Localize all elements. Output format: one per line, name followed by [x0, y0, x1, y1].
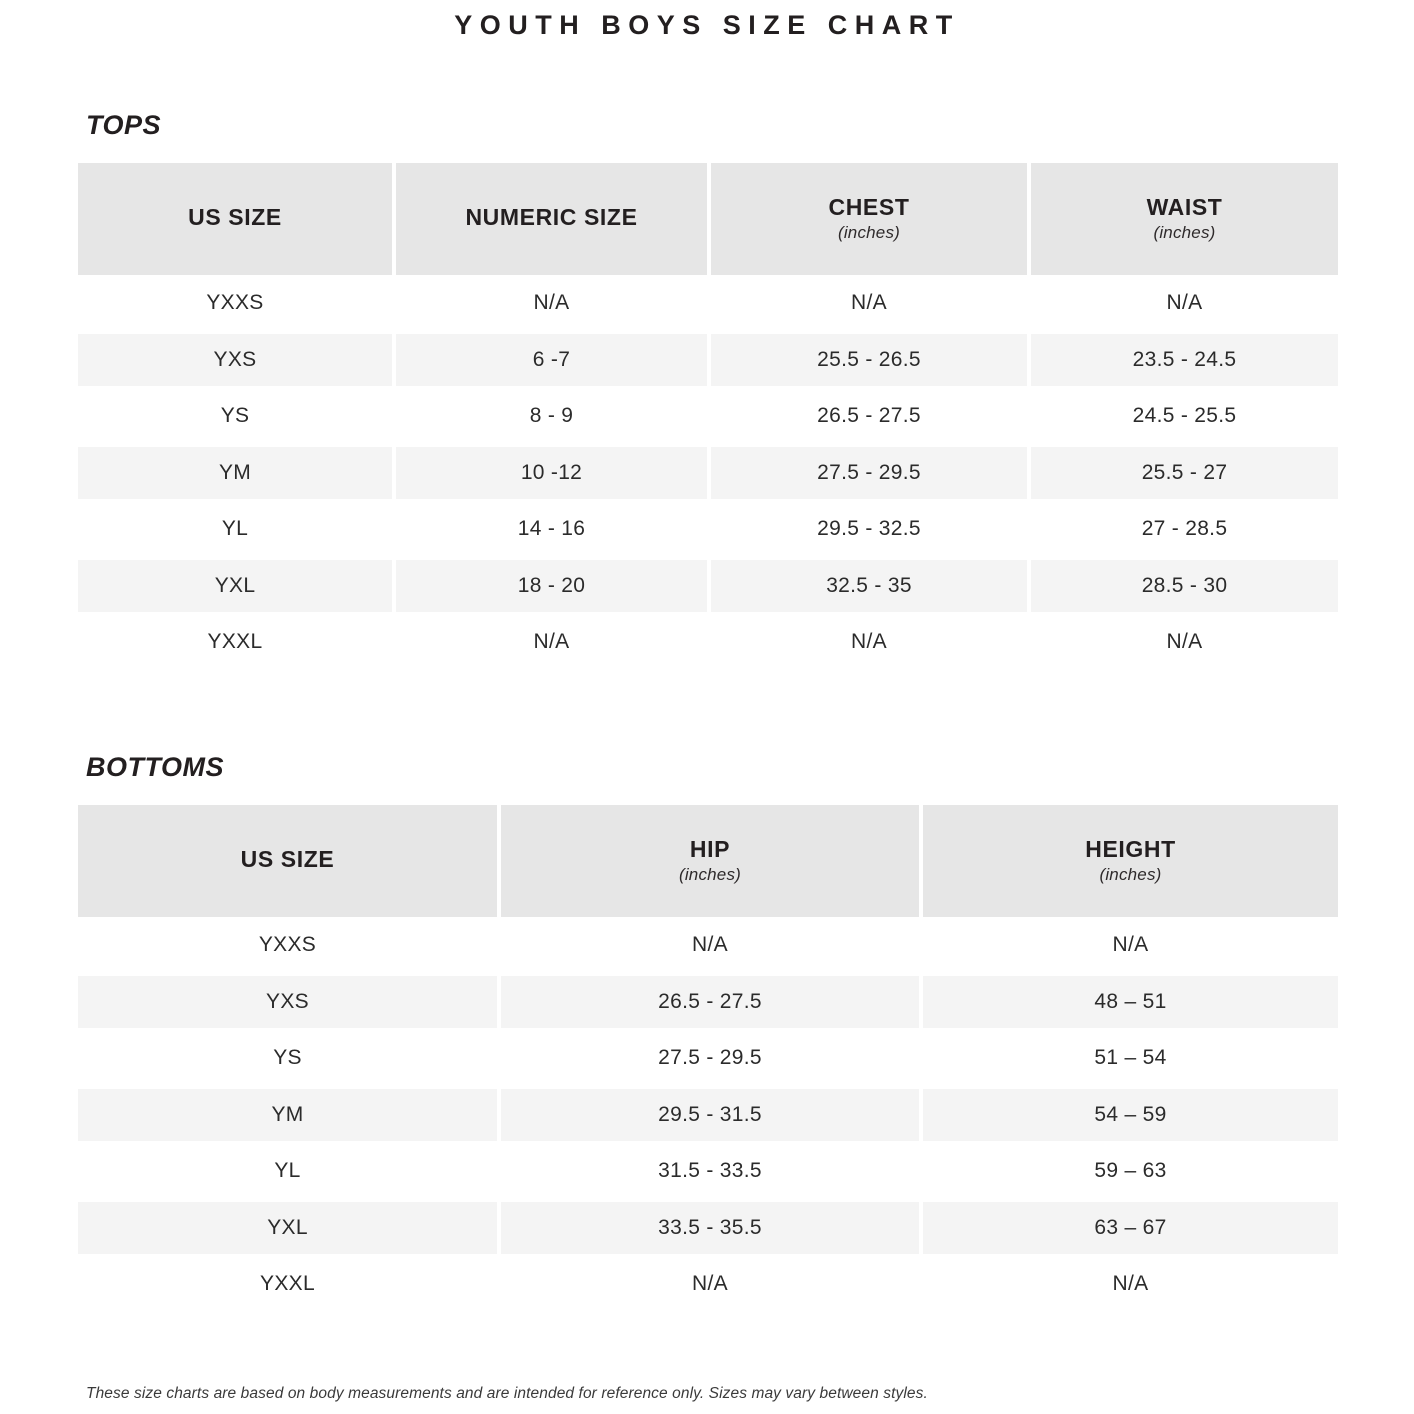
cell-hip: 31.5 - 33.5 [658, 1159, 762, 1182]
disclaimer-footnote: These size charts are based on body measurements and are intended for reference only. Sizes may vary between styles. [86, 1385, 928, 1402]
table-header-row [78, 163, 1338, 275]
cell-numeric-size: 6 -7 [396, 334, 707, 386]
cell-height: 54 – 59 [923, 1089, 1338, 1141]
cell-us-size: YM [78, 1089, 497, 1141]
cell-numeric-size: N/A [533, 291, 570, 314]
table-row [78, 275, 1338, 332]
cell-waist: 27 - 28.5 [1141, 517, 1228, 540]
cell-us-size: YL [274, 1159, 301, 1182]
column-header-unit: (inches) [1153, 222, 1216, 242]
cell-chest: 32.5 - 35 [711, 560, 1027, 612]
cell-height: 63 – 67 [923, 1202, 1338, 1254]
section-heading-tops: TOPS [86, 110, 162, 140]
cell-waist: 25.5 - 27 [1031, 447, 1338, 499]
column-header-label: US SIZE [188, 204, 282, 231]
cell-chest: N/A [851, 630, 887, 653]
cell-height: 48 – 51 [923, 976, 1338, 1028]
cell-us-size: YXL [78, 1202, 497, 1254]
column-header-waist [1031, 163, 1338, 275]
column-header-height [923, 805, 1338, 917]
column-header-unit: (inches) [837, 222, 901, 242]
cell-numeric-size: N/A [533, 630, 570, 653]
cell-us-size: YM [78, 447, 392, 499]
cell-chest: 26.5 - 27.5 [817, 404, 921, 427]
column-header-label: HEIGHT [1085, 836, 1176, 863]
table-row [78, 445, 1338, 502]
cell-waist: 23.5 - 24.5 [1031, 334, 1338, 386]
cell-height: 59 – 63 [1094, 1159, 1167, 1182]
table-row [78, 501, 1338, 558]
cell-waist: N/A [1166, 291, 1203, 314]
table-row [78, 1256, 1338, 1313]
cell-height: 51 – 54 [1094, 1046, 1167, 1069]
cell-hip: 26.5 - 27.5 [501, 976, 919, 1028]
column-header-label: CHEST [828, 194, 910, 221]
column-header-hip [501, 805, 919, 917]
cell-height: N/A [1112, 1272, 1149, 1295]
cell-us-size: YXL [78, 560, 392, 612]
cell-us-size: YS [220, 404, 250, 427]
table-header-row [78, 805, 1338, 917]
table-row [78, 1030, 1338, 1087]
cell-us-size: YL [221, 517, 249, 540]
column-header-unit: (inches) [1099, 864, 1162, 884]
bottoms-size-table [78, 805, 1338, 1313]
column-header-numeric-size [396, 163, 707, 275]
table-row [78, 1143, 1338, 1200]
column-header-label: HIP [689, 836, 731, 863]
page-title: YOUTH BOYS SIZE CHART [454, 10, 960, 40]
column-header-label: US SIZE [240, 846, 335, 873]
cell-hip: 29.5 - 31.5 [501, 1089, 919, 1141]
cell-chest: 25.5 - 26.5 [711, 334, 1027, 386]
column-header-label: WAIST [1146, 194, 1223, 221]
cell-numeric-size: 18 - 20 [396, 560, 707, 612]
cell-numeric-size: 8 - 9 [529, 404, 574, 427]
cell-us-size: YXXS [258, 933, 317, 956]
table-row [78, 614, 1338, 671]
cell-hip: N/A [692, 933, 728, 956]
cell-numeric-size: 14 - 16 [517, 517, 586, 540]
column-header-unit: (inches) [678, 864, 742, 884]
column-header-chest [711, 163, 1027, 275]
cell-us-size: YS [273, 1046, 302, 1069]
cell-us-size: YXS [78, 334, 392, 386]
cell-us-size: YXXL [207, 630, 263, 653]
cell-waist: 28.5 - 30 [1031, 560, 1338, 612]
cell-hip: N/A [692, 1272, 728, 1295]
cell-height: N/A [1112, 933, 1149, 956]
table-row [78, 974, 1338, 1031]
cell-chest: 27.5 - 29.5 [711, 447, 1027, 499]
table-row [78, 917, 1338, 974]
tops-size-table [78, 163, 1338, 671]
cell-us-size: YXXS [206, 291, 264, 314]
column-header-label: NUMERIC SIZE [465, 204, 638, 231]
table-row [78, 388, 1338, 445]
cell-us-size: YXXL [260, 1272, 315, 1295]
cell-hip: 27.5 - 29.5 [658, 1046, 762, 1069]
cell-chest: N/A [851, 291, 887, 314]
column-header-us-size [78, 163, 392, 275]
table-row [78, 1200, 1338, 1257]
cell-waist: N/A [1166, 630, 1203, 653]
cell-waist: 24.5 - 25.5 [1132, 404, 1237, 427]
section-heading-bottoms: BOTTOMS [86, 752, 224, 782]
column-header-us-size [78, 805, 497, 917]
cell-hip: 33.5 - 35.5 [501, 1202, 919, 1254]
cell-chest: 29.5 - 32.5 [817, 517, 921, 540]
cell-numeric-size: 10 -12 [396, 447, 707, 499]
table-row [78, 558, 1338, 615]
table-row [78, 1087, 1338, 1144]
table-row [78, 332, 1338, 389]
cell-us-size: YXS [78, 976, 497, 1028]
